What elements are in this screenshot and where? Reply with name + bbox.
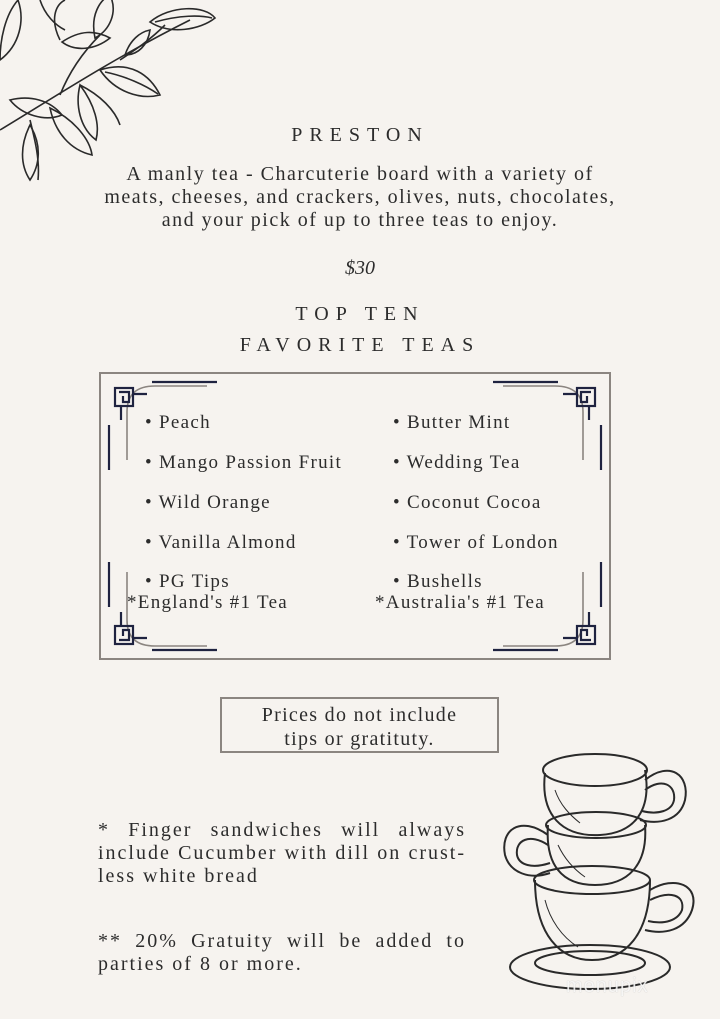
tea-item: • Butter Mint (393, 412, 511, 433)
top-ten-heading: TOP TEN (295, 303, 425, 325)
watermark: menupix (566, 975, 649, 997)
tea-item: • Coconut Cocoa (393, 492, 542, 513)
tea-item: • Tower of London (393, 532, 559, 553)
sandwich-footnote: * Finger sandwiches will always include Cucumber with dill on crust-less white bread (98, 819, 466, 887)
tea-item: • Wild Orange (145, 492, 271, 513)
tea-item: • Bushells (393, 571, 483, 592)
tea-item: • PG Tips (145, 571, 230, 592)
favorite-teas-heading: FAVORITE TEAS (239, 334, 481, 356)
preston-price: $30 (345, 257, 375, 279)
price-note-line: tips or gratituty. (284, 728, 435, 750)
tea-item: • Mango Passion Fruit (145, 452, 343, 473)
gratuity-footnote: ** 20% Gratuity will be added to parties of 8 or more. (98, 930, 466, 975)
tea-note: *England's #1 Tea (127, 592, 289, 613)
tea-list-frame (99, 372, 611, 660)
tea-item: • Vanilla Almond (145, 532, 297, 553)
tea-item: • Wedding Tea (393, 452, 521, 473)
tea-note: *Australia's #1 Tea (375, 592, 545, 613)
preston-title: PRESTON (291, 124, 429, 146)
leaf-branch-illustration (0, 0, 230, 190)
preston-description: A manly tea - Charcuterie board with a variety of meats, cheeses, and crackers, olives, nuts, chocolates, and your pick of up to three teas to enjoy. (104, 163, 616, 231)
stacked-teacups-illustration (500, 745, 705, 1005)
price-note-box (220, 697, 499, 753)
price-note-line: Prices do not include (261, 704, 458, 726)
tea-item: • Peach (145, 412, 211, 433)
